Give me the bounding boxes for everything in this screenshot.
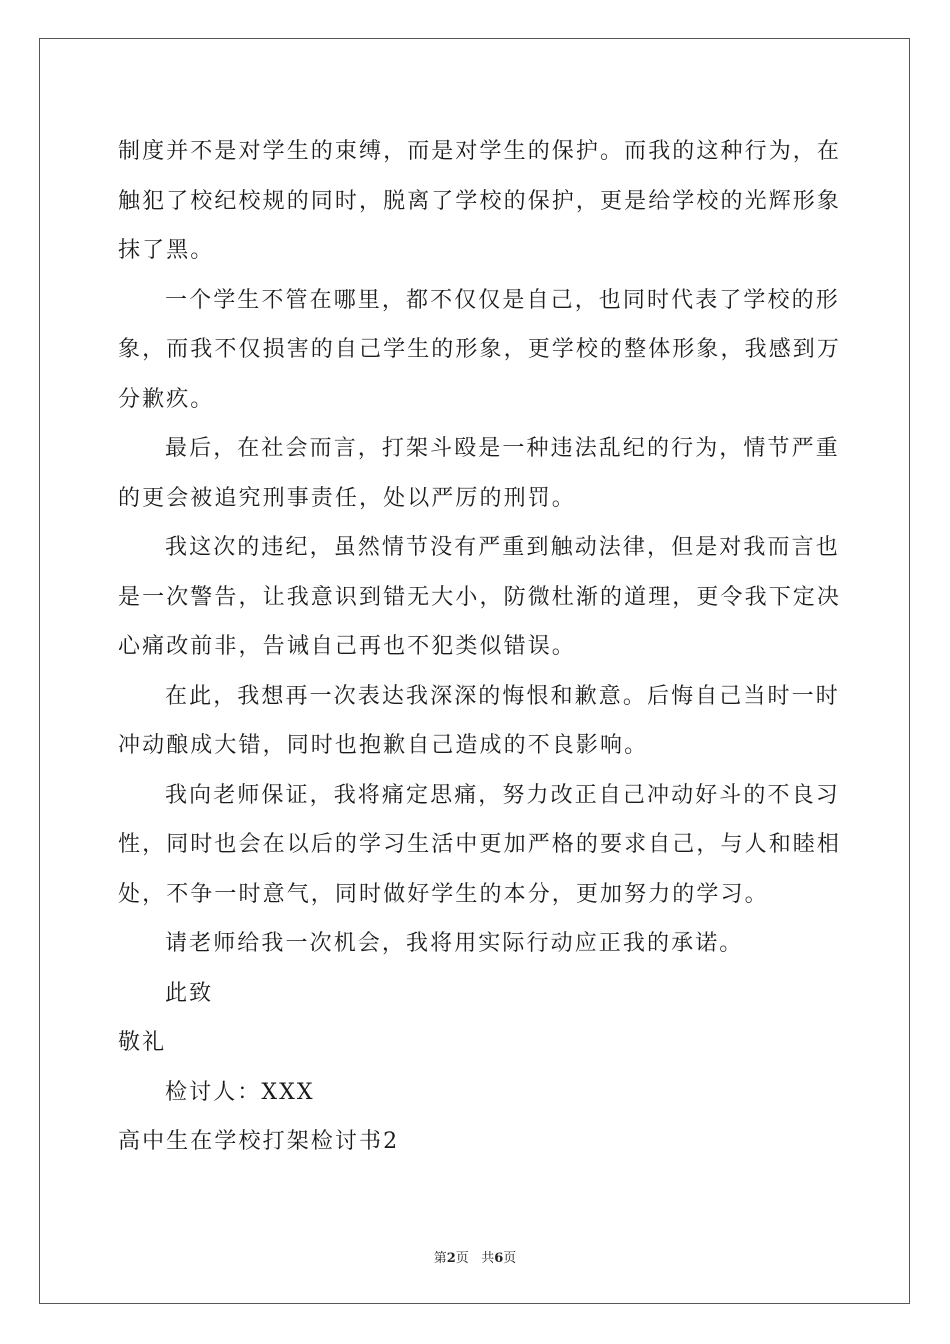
page-footer xyxy=(0,1247,950,1266)
closing-line: 此致 xyxy=(165,980,214,1006)
salutation-line: 敬礼 xyxy=(118,1030,167,1055)
document-body xyxy=(118,127,842,1167)
footer-prefix: 第 xyxy=(433,1251,447,1266)
footer-page-unit: 页 xyxy=(455,1251,469,1266)
footer-total-prefix: 共 xyxy=(481,1251,495,1266)
text-line: 处，不争一时意气，同时做好学生的本分，更加努力的学习。 xyxy=(118,881,769,907)
paragraph-start-line: 一个学生不管在哪里，都不仅仅是自己，也同时代表了学校的形 xyxy=(165,287,840,313)
text-line: 性，同时也会在以后的学习生活中更加严格的要求自己，与人和睦相 xyxy=(118,832,842,857)
paragraph-start-line: 请老师给我一次机会，我将用实际行动应正我的承诺。 xyxy=(165,931,744,956)
text-line: 分歉疚。 xyxy=(118,386,215,412)
text-line: 制度并不是对学生的束缚，而是对学生的保护。而我的这种行为，在 xyxy=(118,139,842,164)
text-line: 心痛改前非，告诫自己再也不犯类似错误。 xyxy=(118,634,576,659)
text-line: 触犯了校纪校规的同时，脱离了学校的保护，更是给学校的光辉形象 xyxy=(118,188,842,214)
text-line: 冲动酿成大错，同时也抱歉自己造成的不良影响。 xyxy=(118,733,649,758)
text-line: 象，而我不仅损害的自己学生的形象，更学校的整体形象，我感到万 xyxy=(118,337,842,362)
paragraph-start-line: 我这次的违纪，虽然情节没有严重到触动法律，但是对我而言也 xyxy=(165,535,840,560)
footer-total-unit: 页 xyxy=(503,1251,517,1266)
paragraph-start-line: 最后，在社会而言，打架斗殴是一种违法乱纪的行为，情节严重 xyxy=(165,436,840,461)
signature-line: 检讨人：XXX xyxy=(165,1079,315,1105)
text-line: 是一次警告，让我意识到错无大小，防微杜渐的道理，更令我下定决 xyxy=(118,584,842,610)
section-heading: 高中生在学校打架检讨书2 xyxy=(118,1129,400,1154)
text-line: 的更会被追究刑事责任，处以严厉的刑罚。 xyxy=(118,485,576,511)
total-page-count: 6 xyxy=(494,1251,504,1266)
text-line: 抹了黑。 xyxy=(118,238,215,263)
paragraph-start-line: 我向老师保证，我将痛定思痛，努力改正自己冲动好斗的不良习 xyxy=(165,782,840,808)
current-page-number: 2 xyxy=(446,1251,456,1266)
paragraph-start-line: 在此，我想再一次表达我深深的悔恨和歉意。后悔自己当时一时 xyxy=(165,683,840,709)
